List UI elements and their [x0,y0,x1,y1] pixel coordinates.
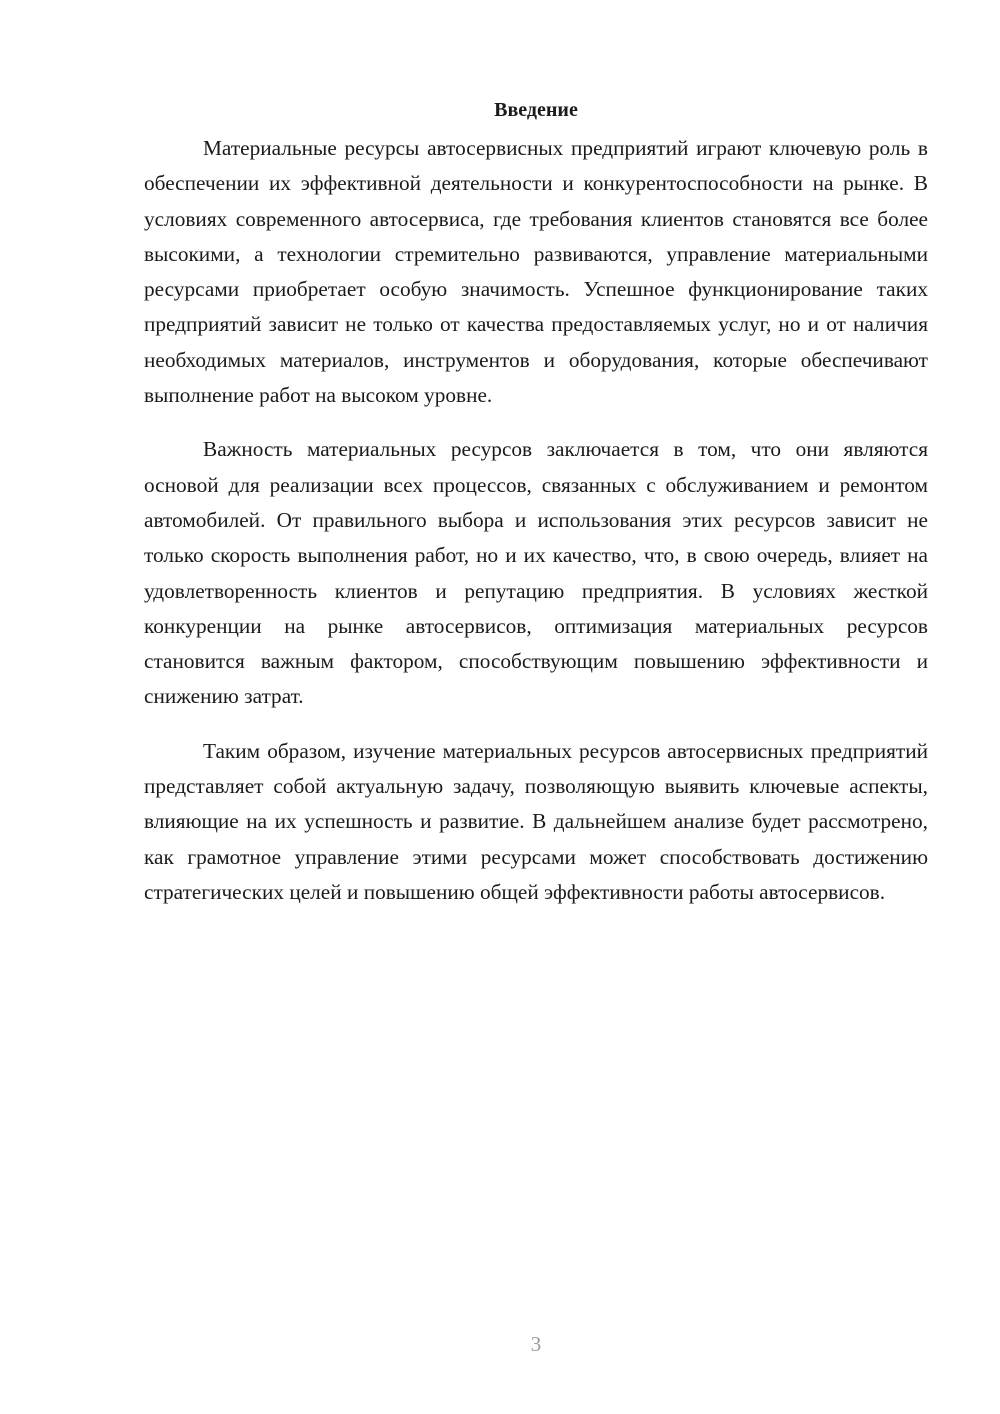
document-body [144,92,928,929]
page-number: 3 [530,1332,542,1356]
paragraph-2: Важность материальных ресурсов заключается в том, что они являются основой для реализации всех процессов, связанных с обслуживанием и ремонтом автомобилей. От правильного выбора и использования этих ресурсов зависит не только скорость выполнения работ, но и их качество, что, в свою очередь, влияет на удовлетворенность клиентов и репутацию предприятия. В условиях жесткой конкуренции на рынке автосервисов, оптимизация материальных ресурсов становится важным фактором, способствующим повышению эффективности и снижению затрат. [144,437,928,709]
paragraph-1: Материальные ресурсы автосервисных предприятий играют ключевую роль в обеспечении их эффективной деятельности и конкурентоспособности на рынке. В условиях современного автосервиса, где требования клиентов становятся все более высокими, а технологии стремительно развиваются, управление материальными ресурсами приобретает особую значимость. Успешное функционирование таких предприятий зависит не только от качества предоставляемых услуг, но и от наличия необходимых материалов, инструментов и оборудования, которые обеспечивают выполнение работ на высоком уровне. [144,136,928,408]
paragraph-3: Таким образом, изучение материальных ресурсов автосервисных предприятий представляет собой актуальную задачу, позволяющую выявить ключевые аспекты, влияющие на их успешность и развитие. В дальнейшем анализе будет рассмотрено, как грамотное управление этими ресурсами может способствовать достижению стратегических целей и повышению общей эффективности работы автосервисов. [144,738,928,904]
section-title: Введение [494,99,578,121]
